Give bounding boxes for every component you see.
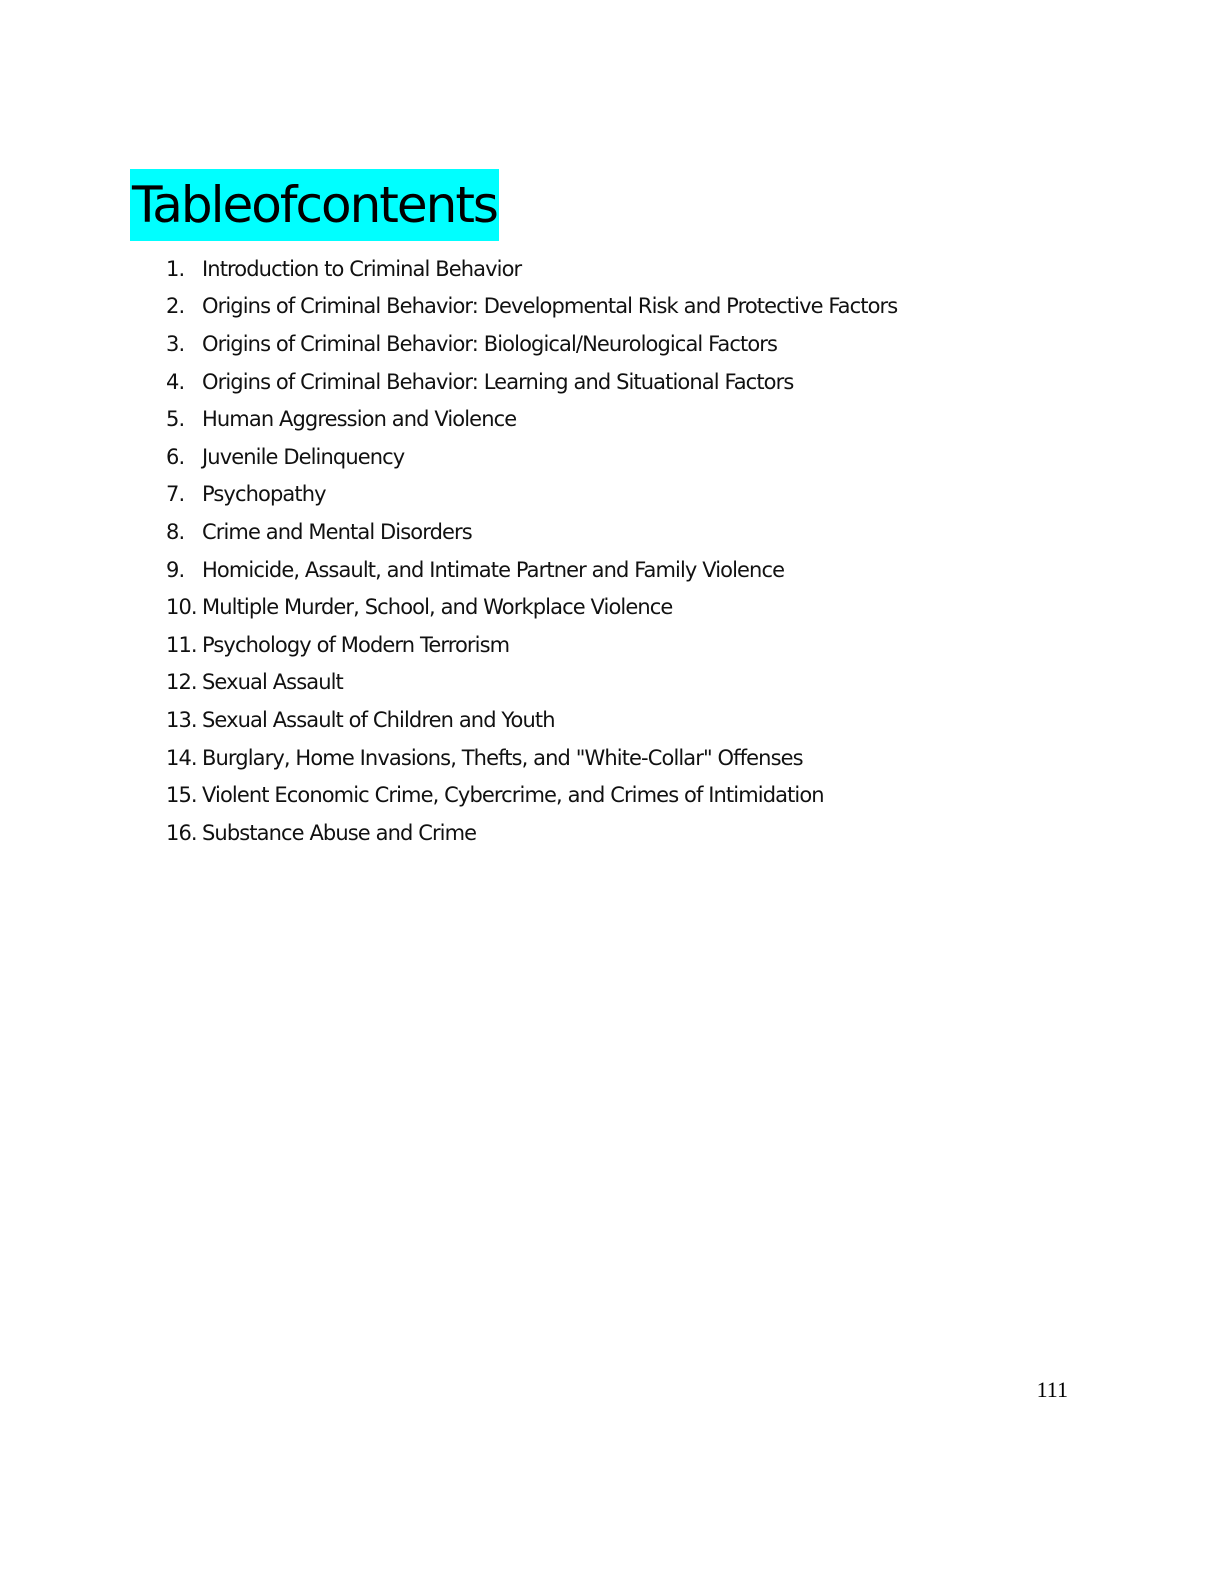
toc-item: [166, 250, 897, 288]
page-title: Tableofcontents: [132, 176, 497, 234]
toc-item-label: Origins of Criminal Behavior: Learning and Situational Factors: [202, 369, 794, 394]
toc-item-number: 9.: [166, 557, 185, 582]
toc-item-label: Multiple Murder, School, and Workplace Violence: [202, 595, 673, 620]
toc-item-number: 15.: [166, 783, 197, 808]
toc-item-label: Introduction to Criminal Behavior: [202, 256, 522, 281]
toc-item-number: 6.: [166, 444, 185, 469]
toc-item-label: Sexual Assault: [202, 670, 343, 695]
toc-item-label: Homicide, Assault, and Intimate Partner and Family Violence: [202, 557, 785, 582]
toc-item: [166, 588, 897, 626]
table-of-contents-list: [166, 250, 897, 852]
toc-item-number: 14.: [166, 745, 197, 770]
toc-item-label: Sexual Assault of Children and Youth: [202, 707, 555, 732]
toc-item: [166, 476, 897, 514]
toc-item: [166, 363, 897, 401]
toc-item: [166, 626, 897, 664]
toc-item: [166, 701, 897, 739]
toc-item: [166, 776, 897, 814]
toc-item-number: 3.: [166, 331, 185, 356]
toc-item-number: 16.: [166, 820, 197, 845]
toc-item-label: Juvenile Delinquency: [202, 444, 405, 469]
toc-item-label: Burglary, Home Invasions, Thefts, and "White-Collar" Offenses: [202, 745, 803, 770]
toc-item: [166, 814, 897, 852]
toc-item-number: 2.: [166, 294, 185, 319]
toc-item-number: 1.: [166, 256, 185, 281]
toc-item: [166, 739, 897, 777]
toc-item-label: Psychopathy: [202, 482, 326, 507]
toc-item-label: Psychology of Modern Terrorism: [202, 632, 510, 657]
toc-item-label: Substance Abuse and Crime: [202, 820, 477, 845]
toc-item: [166, 664, 897, 702]
toc-item-number: 13.: [166, 707, 197, 732]
toc-item: [166, 438, 897, 476]
page-number: 111: [1036, 1377, 1068, 1402]
toc-item-label: Origins of Criminal Behavior: Biological/Neurological Factors: [202, 331, 778, 356]
toc-item-number: 7.: [166, 482, 185, 507]
toc-item-number: 10.: [166, 595, 197, 620]
toc-item-number: 5.: [166, 407, 185, 432]
toc-item: [166, 400, 897, 438]
toc-item-label: Origins of Criminal Behavior: Developmental Risk and Protective Factors: [202, 294, 898, 319]
toc-item-number: 4.: [166, 369, 185, 394]
toc-item-label: Crime and Mental Disorders: [202, 519, 472, 544]
toc-item: [166, 551, 897, 589]
toc-item-number: 11.: [166, 632, 197, 657]
toc-item: [166, 288, 897, 326]
toc-item-number: 12.: [166, 670, 197, 695]
toc-item: [166, 325, 897, 363]
toc-item-number: 8.: [166, 519, 185, 544]
toc-item-label: Human Aggression and Violence: [202, 407, 517, 432]
toc-item: [166, 513, 897, 551]
title-highlight: [130, 169, 499, 241]
toc-item-label: Violent Economic Crime, Cybercrime, and Crimes of Intimidation: [202, 783, 824, 808]
